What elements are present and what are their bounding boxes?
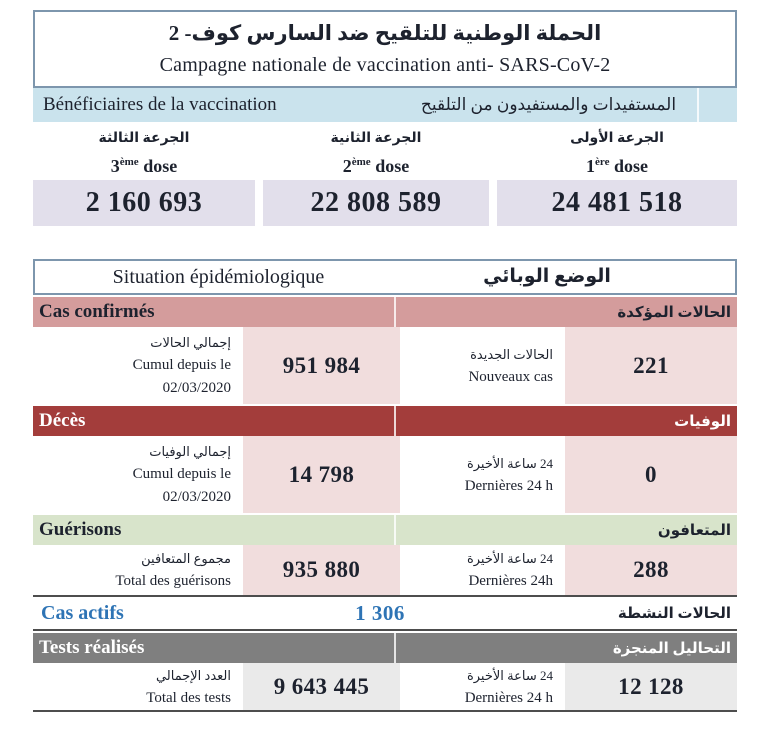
epidemiology-title-french: Situation épidémiologique [112, 266, 325, 288]
dose3-number: 3 [110, 156, 120, 176]
recoveries-total-label-french: Total des guérisons [115, 573, 231, 589]
campaign-title-box [33, 10, 737, 88]
deaths-band-french: Décès [39, 410, 86, 431]
dose-grid [33, 122, 737, 226]
active-cases-label-french: Cas actifs [41, 601, 124, 624]
tests-band-arabic: التحاليل المنجزة [612, 640, 731, 657]
new-cases-label-arabic: الحالات الجديدة [470, 346, 553, 362]
dose1-label-arabic: الجرعة الأولى [570, 131, 664, 146]
confirmed-cases-band [33, 297, 737, 327]
recoveries-total-value: 935 880 [243, 545, 400, 595]
tests-24h-label [400, 663, 565, 710]
active-cases-label-arabic: الحالات النشطة [617, 605, 731, 622]
campaign-title-arabic: الحملة الوطنية للتلقيح ضد السارس كوف- 2 [168, 20, 602, 45]
deaths-24h-label [400, 436, 565, 513]
band-divider [394, 297, 396, 327]
band-divider [394, 406, 396, 436]
tests-band [33, 633, 737, 663]
dose-column-3 [33, 128, 255, 226]
tests-total-value: 9 643 445 [243, 663, 400, 710]
band-divider [697, 88, 699, 122]
dose3-word: dose [143, 156, 178, 176]
dose3-label-french [33, 150, 255, 176]
tests-24h-label-arabic: 24 ساعة الأخيرة [466, 667, 553, 683]
deaths-band [33, 406, 737, 436]
dose1-value: 24 481 518 [497, 180, 737, 226]
dose3-value: 2 160 693 [33, 180, 255, 226]
new-cases-label-french: Nouveaux cas [468, 368, 553, 385]
confirmed-total-label [33, 327, 243, 404]
tests-total-label [33, 663, 243, 710]
confirmed-total-value: 951 984 [243, 327, 400, 404]
dose1-word: dose [613, 156, 648, 176]
dose2-word: dose [375, 156, 410, 176]
recoveries-24h-label-arabic: 24 ساعة الأخيرة [466, 551, 553, 566]
confirmed-total-label-french: Cumul depuis le [132, 357, 231, 373]
tests-band-french: Tests réalisés [39, 637, 145, 658]
confirmed-total-label-arabic: إجمالي الحالات [150, 335, 231, 350]
dose1-ordinal: ère [595, 156, 610, 168]
recoveries-band-french: Guérisons [39, 519, 122, 540]
recoveries-total-label [33, 545, 243, 595]
bottom-rule [33, 710, 737, 712]
tests-total-label-arabic: العدد الإجمالي [155, 667, 231, 683]
band-divider [394, 633, 396, 663]
recoveries-band [33, 515, 737, 545]
bulletin-content [33, 10, 737, 712]
band-divider [394, 515, 396, 545]
deaths-row [33, 436, 737, 513]
deaths-total-value: 14 798 [243, 436, 400, 513]
deaths-total-label-arabic: إجمالي الوفيات [149, 444, 231, 459]
recoveries-total-label-arabic: مجموع المتعافين [141, 551, 231, 566]
dose-column-2 [263, 128, 489, 226]
new-cases-label [400, 327, 565, 404]
dose1-number: 1 [586, 156, 596, 176]
deaths-total-date: 02/03/2020 [162, 489, 231, 505]
dose2-number: 2 [342, 156, 352, 176]
epidemiology-header-box [33, 259, 737, 295]
tests-24h-label-french: Dernières 24 h [464, 689, 553, 706]
recoveries-24h-label-french: Dernières 24h [468, 573, 553, 589]
deaths-total-label [33, 436, 243, 513]
confirmed-cases-row [33, 327, 737, 404]
deaths-24h-label-french: Dernières 24 h [464, 477, 553, 494]
recoveries-band-arabic: المتعافون [657, 522, 731, 539]
confirmed-total-date: 02/03/2020 [162, 380, 231, 396]
beneficiaries-label-arabic: المستفيدات والمستفيدون من التلقيح [420, 95, 677, 114]
dose2-label-french [263, 150, 489, 176]
confirmed-band-arabic: الحالات المؤكدة [617, 304, 731, 321]
beneficiaries-label-french: Bénéficiaires de la vaccination [43, 94, 277, 115]
tests-24h-value: 12 128 [565, 663, 737, 710]
recoveries-row [33, 545, 737, 595]
active-cases-row [33, 595, 737, 631]
dose2-value: 22 808 589 [263, 180, 489, 226]
dose3-ordinal: ème [119, 156, 139, 168]
campaign-title-french: Campagne nationale de vaccination anti- SARS-CoV-2 [159, 54, 611, 77]
tests-row [33, 663, 737, 710]
active-cases-value: 1 306 [355, 600, 405, 625]
recoveries-24h-label [400, 545, 565, 595]
dose2-ordinal: ème [351, 156, 371, 168]
confirmed-band-french: Cas confirmés [39, 301, 155, 322]
deaths-band-arabic: الوفيات [674, 413, 731, 430]
beneficiaries-band [33, 88, 737, 122]
epidemiology-title-arabic: الوضع الوبائي [483, 266, 611, 287]
dose2-label-arabic: الجرعة الثانية [330, 131, 422, 146]
dose3-label-arabic: الجرعة الثالثة [98, 131, 190, 146]
new-cases-value: 221 [565, 327, 737, 404]
dose1-label-french [497, 150, 737, 176]
recoveries-24h-value: 288 [565, 545, 737, 595]
dose-column-1 [497, 128, 737, 226]
tests-total-label-french: Total des tests [146, 689, 231, 706]
deaths-24h-value: 0 [565, 436, 737, 513]
deaths-total-label-french: Cumul depuis le [132, 466, 231, 482]
deaths-24h-label-arabic: 24 ساعة الأخيرة [466, 455, 553, 471]
